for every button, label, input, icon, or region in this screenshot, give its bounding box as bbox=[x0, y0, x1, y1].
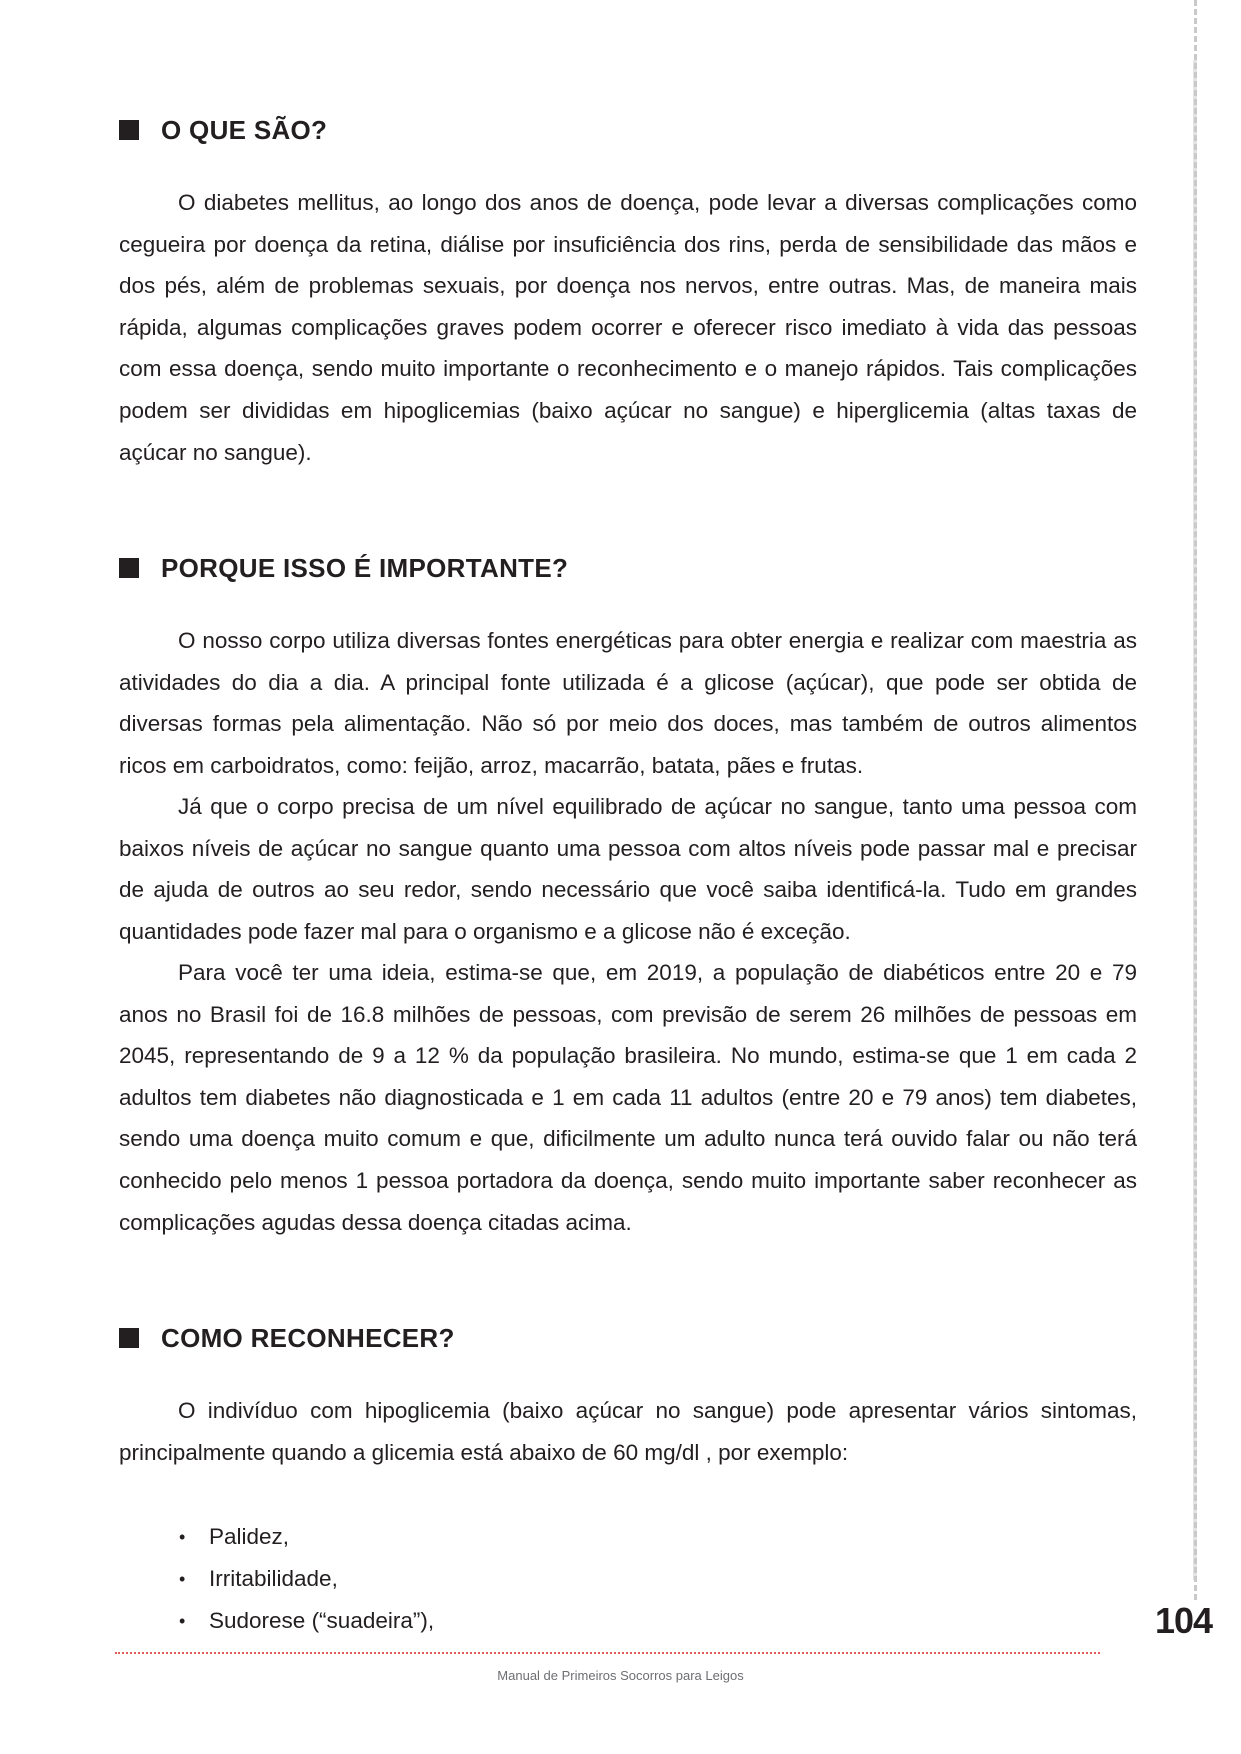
square-bullet-icon bbox=[119, 1328, 139, 1348]
square-bullet-icon bbox=[119, 120, 139, 140]
list-item-text: Sudorese (“suadeira”), bbox=[209, 1608, 435, 1633]
section-title: COMO RECONHECER? bbox=[161, 1322, 455, 1353]
section-heading-como-reconhecer bbox=[119, 1318, 455, 1358]
bullet-dot-icon: • bbox=[179, 1569, 186, 1589]
paragraph: O nosso corpo utiliza diversas fontes energéticas para obter energia e realizar com maestria as atividades do dia a dia. A principal fonte utilizada é a glicose (açúcar), que pode ser obtida de diversas formas pela alimentação. Não só por meio dos doces, mas também de outros alimentos ricos em carboidratos, como: feijão, arroz, macarrão, batata, pães e frutas. bbox=[119, 628, 1137, 778]
bullet-dot-icon: • bbox=[179, 1611, 186, 1631]
paragraph: Já que o corpo precisa de um nível equilibrado de açúcar no sangue, tanto uma pessoa com baixos níveis de açúcar no sangue quanto uma pessoa com altos níveis pode passar mal e precisar de ajuda de outros ao seu redor, sendo necessário que você saiba identificá-la. Tudo em grandes quantidades pode fazer mal para o organismo e a glicose não é exceção. bbox=[119, 794, 1137, 944]
list-item bbox=[119, 1600, 434, 1642]
symptom-list bbox=[119, 1516, 434, 1642]
footer-divider bbox=[115, 1652, 1100, 1654]
square-bullet-icon bbox=[119, 558, 139, 578]
paragraph: O diabetes mellitus, ao longo dos anos de doença, pode levar a diversas complicações como cegueira por doença da retina, diálise por insuficiência dos rins, perda de sensibilidade das mãos e dos pés, além de problemas sexuais, por doença nos nervos, entre outras. Mas, de maneira mais rápida, algumas complicações graves podem ocorrer e oferecer risco imediato à vida das pessoas com essa doença, sendo muito importante o reconhecimento e o manejo rápidos. Tais complicações podem ser divididas em hipoglicemias (baixo açúcar no sangue) e hiperglicemia (altas taxas de açúcar no sangue). bbox=[119, 190, 1137, 465]
side-margin-dashes bbox=[1194, 0, 1197, 1600]
list-item-text: Irritabilidade, bbox=[209, 1566, 338, 1591]
section-title: PORQUE ISSO É IMPORTANTE? bbox=[161, 552, 569, 583]
bullet-dot-icon: • bbox=[179, 1527, 186, 1547]
list-item bbox=[119, 1516, 434, 1558]
list-item bbox=[119, 1558, 434, 1600]
footer-title: Manual de Primeiros Socorros para Leigos bbox=[497, 1668, 744, 1683]
paragraph: Para você ter uma ideia, estima-se que, em 2019, a população de diabéticos entre 20 e 79 anos no Brasil foi de 16.8 milhões de pessoas, com previsão de serem 26 milhões de pessoas em 2045, representando de 9 a 12 % da população brasileira. No mundo, estima-se que 1 em cada 2 adultos tem diabetes não diagnosticada e 1 em cada 11 adultos (entre 20 e 79 anos) tem diabetes, sendo uma doença muito comum e que, dificilmente um adulto nunca terá ouvido falar ou não terá conhecido pelo menos 1 pessoa portadora da doença, sendo muito importante saber reconhecer as complicações agudas dessa doença citadas acima. bbox=[119, 960, 1137, 1235]
section-heading-o-que-sao bbox=[119, 110, 327, 150]
section-heading-porque-importante bbox=[119, 548, 568, 588]
list-item-text: Palidez, bbox=[209, 1524, 290, 1549]
paragraph: O indivíduo com hipoglicemia (baixo açúcar no sangue) pode apresentar vários sintomas, principalmente quando a glicemia está abaixo de 60 mg/dl , por exemplo: bbox=[119, 1398, 1137, 1465]
page-number: 104 bbox=[1155, 1600, 1213, 1641]
section-title: O QUE SÃO? bbox=[161, 114, 328, 145]
